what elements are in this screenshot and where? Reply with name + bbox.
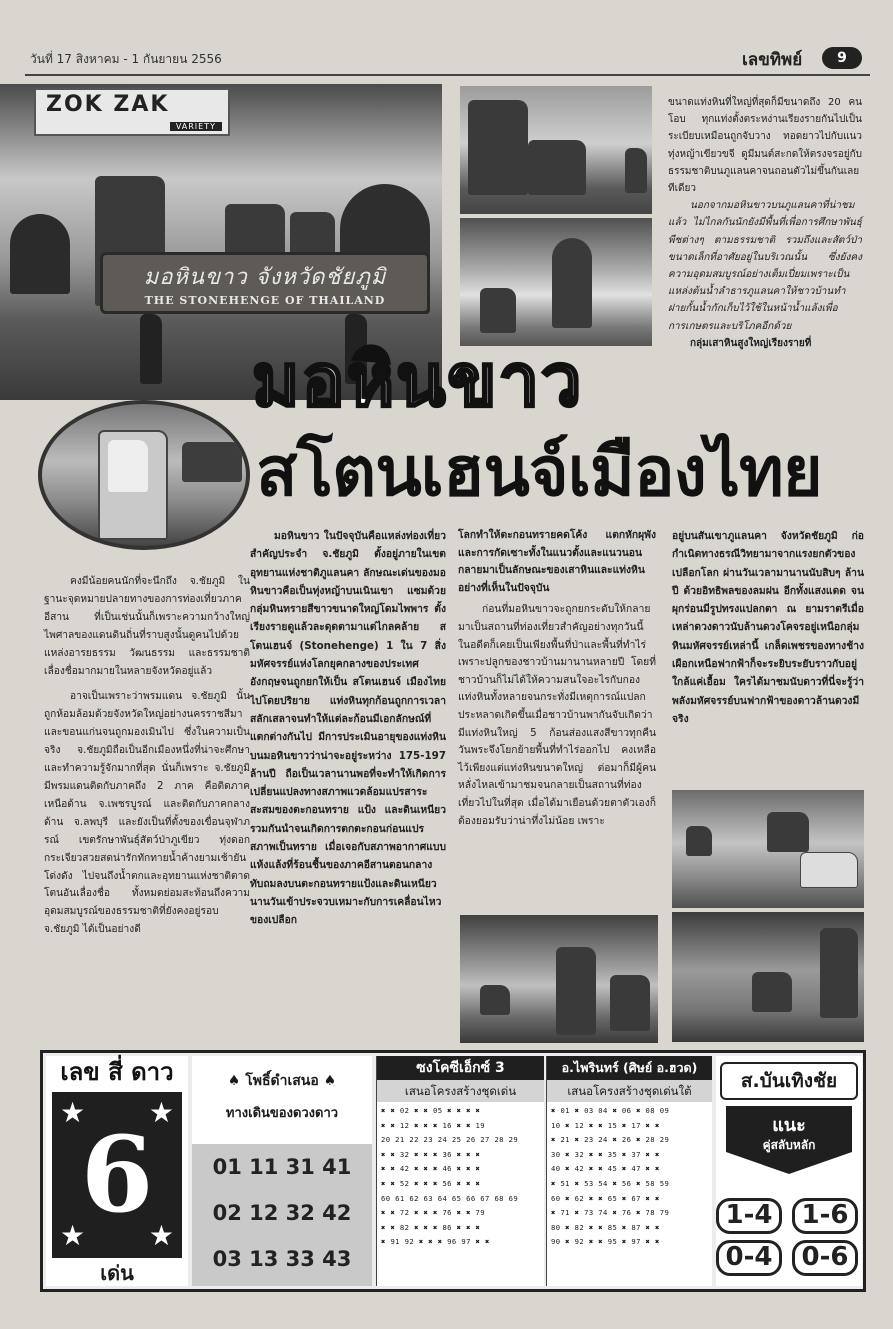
col1-para-1: คงมีน้อยคนนักที่จะนึกถึง จ.ชัยภูมิ ในฐานะจุดหมายปลายทางของการท่องเที่ยวภาคอีสาน ที่เป็นเช่นนั้นก็เพราะความกว้างใหญ่ไพศาลของแดนดินถิ่นที่ราบสูงนั้นดูคนไปด้วยแหล่งอารยธรรม วัฒนธรรม และธรรมชาติเลื่องชื่อมากมายในหลายจังหวัดอยู่แล้ว [44,576,250,677]
zongkozi-title: ซงโคซีเอ็กซ์ 3 [377,1056,544,1080]
col3-para-2: ก่อนที่มอหินขาวจะถูกยกระดับให้กลายมาเป็นสถานที่ท่องเที่ยวสำคัญอย่างทุกวันนี้ ในอดีตก็เคยเป็นเพียงพื้นที่ป่าและพื้นที่ทำไร่เพราะปลูกของชาวบ้านมานานหลายปี โดยที่ชาวบ้านก็ไม่ได้ให้ความสนใจอะไรกับกองแท่งหินทั้งหลายจนกระทั่งมีเหตุการณ์แปลกประหลาดเกิดขึ้นเมื่อชาวบ้านพากันจับเกิดว่ามีแท่งหินใหญ่ 5 ก้อนส่องแสงสีขาวทุกคืนวันพระจึงโยกย้ายพื้นที่ทำไร่ออกไป คงเหลือไว้เพียงแต่แท่งหินขนาดใหญ่ ต่อมาก็มีผู้คนหลั่งไหลเข้ามาชมจนกลายเป็นสถานที่ท่องเที่ยวไปในที่สุด เมื่อได้มาเยือนด้วยตาตัวเองก็ต้องยอมรับว่าน่าทึ่งไม่น้อย เพราะ [458,603,656,827]
brand-name: เลขทิพย์ [742,50,803,70]
aphairin-row: ✖ 51 ✖ 53 54 ✖ 56 ✖ 58 59 [551,1178,670,1188]
aphairin-row: ✖ 01 ✖ 03 04 ✖ 06 ✖ 08 09 [551,1106,670,1115]
spade-icon: ♠ [323,1073,337,1089]
lek-si-dao-box [46,1056,188,1286]
zongkozi-row: ✖ ✖ 02 ✖ ✖ 05 ✖ ✖ ✖ ✖ [381,1106,481,1115]
header-rule [25,74,870,76]
zongkozi-row: 20 21 22 23 24 25 26 27 28 29 [381,1135,519,1145]
col3-para-1: โลกทำให้ตะกอนทรายคดโค้ง แตกหักผุพังและการกัดเซาะทั้งในแนวตั้งและแนวนอน กลายมาเป็นลักษณะของเสาหินและแท่งหินอย่างที่เห็นในปัจจุบัน [458,529,656,594]
aphairin-row: 60 ✖ 62 ✖ ✖ 65 ✖ 67 ✖ ✖ [551,1193,660,1203]
zongkozi-row: ✖ ✖ 52 ✖ ✖ ✖ 56 ✖ ✖ ✖ [381,1178,481,1188]
pochi-numbers [192,1144,372,1286]
aphairin-row: 90 ✖ 92 ✖ ✖ 95 ✖ 97 ✖ ✖ [551,1237,660,1247]
rocks-photo-2 [460,218,652,346]
zongkozi-row: ✖ ✖ 82 ✖ ✖ ✖ 86 ✖ ✖ ✖ [381,1222,481,1232]
right-para-3: กลุ่มเสาหินสูงใหญ่เรียงรายที่ [690,337,812,349]
right-para-1: ขนาดแท่งหินที่ใหญ่ที่สุดก็มีขนาดถึง 20 คนโอบ ทุกแท่งตั้งตระหง่านเรียงรายกันไปเป็นระเบียบเหมือนถูกจับวาง ทอดยาวไปกับแนวทุ่งหญ้าเขียวขจี ดูมีมนต์สะกดให้ตรงจรอยู่กับธรรมชาติบนภูแลนคาจนถอนตัวไม่ขึ้นกันเลยทีเดียว [668,97,862,195]
zongkozi-row: ✖ ✖ 32 ✖ ✖ ✖ 36 ✖ ✖ ✖ [381,1149,481,1159]
sban-title: ส.บันเทิงชัย [720,1062,858,1100]
aphairin-row: 40 ✖ 42 ✖ ✖ 45 ✖ 47 ✖ ✖ [551,1164,660,1174]
zongkozi-box [376,1056,544,1286]
zongkozi-sub: เสนอโครงสร้างชุดเด่น [377,1080,544,1102]
logo-variety: VARIETY [170,122,222,131]
headline-line-2: สโตนเฮนจ์เมืองไทย [256,433,822,512]
star-icon: ★ [60,1219,86,1252]
zongkozi-row: 60 61 62 63 64 65 66 67 68 69 [381,1193,519,1203]
aphairin-row: ✖ 71 ✖ 73 74 ✖ 76 ✖ 78 79 [551,1208,670,1218]
oval-rock-photo [38,400,250,550]
column-2 [250,527,446,930]
lek-foot: เด่น [100,1261,134,1285]
column-1 [44,573,250,939]
right-para-2: นอกจากมอหินขาวบนภูแลนคาที่น่าชมแล้ว ไม่ไกลกันนักยังมีพื้นที่เพื่อการศึกษาพันธุ์พืชต่างๆ ตามธรรมชาติ รวมถึงและสัตว์ป่าขนาดเล็กที่อาศัยอยู่ในบริเวณนั้น ซึ่งยังคงความอุดมสมบูรณ์อย่างเต็มเปี่ยมเพราะเป็นแหล่งต้นน้ำลำธารภูแลนคาให้ชาวบ้านทำฝายกั้นน้ำกักเก็บไว้ใช้ในหน้าน้ำแล้งเพื่อการเกษตรและบริโภคอีกด้วย [668,200,862,332]
aphairin-row: 80 ✖ 82 ✖ ✖ 85 ✖ 87 ✖ ✖ [551,1222,660,1232]
sban-pair: 0-4 [716,1240,782,1276]
sban-pair: 1-4 [716,1198,782,1234]
pochi-sub: ทางเดินของดวงดาว [225,1106,339,1121]
pochi-title-row [192,1070,372,1092]
logo-text: ZOK ZAK [46,92,170,117]
column-4 [672,527,864,728]
col-right-top-text [668,94,862,352]
aphairin-row: 30 ✖ 32 ✖ ✖ 35 ✖ 37 ✖ ✖ [551,1149,660,1159]
spade-icon: ♠ [227,1073,241,1089]
star-icon: ★ [148,1096,174,1129]
aphairin-row: ✖ 21 ✖ 23 24 ✖ 26 ✖ 28 29 [551,1135,670,1145]
zongkozi-row: ✖ ✖ 12 ✖ ✖ ✖ 16 ✖ ✖ 19 [381,1120,485,1130]
col1-para-2: อาจเป็นเพราะว่าพรมแดน จ.ชัยภูมิ นั้นถูกห้อมล้อมด้วยจังหวัดใหญ่อย่างนครราชสีมาและขอนแก่นจนถูกมองเมินไป ซึ่งในความเป็นจริง จ.ชัยภูมิถือเป็นอีกเมืองหนึ่งที่น่าจะศึกษาและทำความรู้จักมากที่สุด นั่นก็เพราะ จ.ชัยภูมิ มีพรมแดนติดกับภาคถึง 2 ภาค คือติดภาคเหนือด้าน จ.เพชรบูรณ์ และติดกับภาคกลางด้าน จ.ลพบุรี และยังเป็นที่ตั้งของเขื่อนจุฬาภรณ์ เขตรักษาพันธุ์สัตว์ป่าภูเขียว ทุ่งดอกกระเจียวสวยสดน่ารักทักทายน้ำค้างยามเช้ายันโด่งดัง ไปจนถึงน้ำตกและอุทยานแห่งชาติตาดโตนอันเลื่องชื่อ ทั้งหมดย่อมสะท้อนถึงความอุดมสมบูรณ์ของธรรมชาติที่ยังคงอยู่รอบ จ.ชัยภูมิ ได้เป็นอย่างดี [44,691,250,936]
sban-hint: คู่สลับหลัก [762,1138,816,1152]
aphairin-title: อ.ไพรินทร์ (ศิษย์ อ.ฮวด) [547,1056,712,1080]
aphairin-sub: เสนอโครงสร้างชุดเด่นใต้ [547,1080,712,1102]
aphairin-grid [547,1102,712,1252]
col4-para-1: อยู่บนสันเขาภูแลนคา จังหวัดชัยภูมิ ก่อกำเนิดทางธรณีวิทยามาจากแรงยกตัวของเปลือกโลก ผ่านวันเวลามานานนับสิบๆ ล้านปี ด้วยอิทธิพลของลมฝน อีกทั้งแสงแดด จนผุกร่อนมีรูปทรงแปลกตา ณ ยามราตรีเมื่อเหล่าดวงดาวนับล้านดวงโคจรอยู่เหนือกลุ่มหินมหัศจรรย์เหล่านี้ เกล็ดเพชรของทางช้างเผือกเหนือฟากฟ้าก็จะระยิบระยับราวกับอยู่ใกล้แค่เอื้อม ใครได้มาชมนับดาวที่นี่จะรู้ว่าพลังมหัศจรรย์บนฟากฟ้าของดาวล้านดวงมีจริง [672,530,864,725]
page-number: 9 [822,47,862,69]
lek-star-panel [52,1092,182,1258]
rocks-photo-5 [460,915,658,1043]
sign-english-text: THE STONEHENGE OF THAILAND [144,294,386,307]
sban-sub: แนะ [772,1115,806,1136]
page-date: วันที่ 17 สิงหาคม - 1 กันยายน 2556 [30,52,222,66]
zongkozi-row: ✖ 91 92 ✖ ✖ ✖ 96 97 ✖ ✖ [381,1237,490,1247]
pochi-row: 03 13 33 43 [212,1247,352,1271]
lek-title: เลข สี่ ดาว [60,1058,174,1086]
sban-arrow-tip [726,1152,852,1174]
lek-big-number: 6 [80,1113,154,1236]
sign-board [100,252,430,314]
star-icon: ★ [60,1096,86,1129]
aphairin-box [546,1056,712,1286]
pochi-row: 01 11 31 41 [212,1155,352,1179]
column-3 [458,527,656,830]
star-icon: ★ [148,1219,174,1252]
zokzak-logo [34,88,230,136]
rocks-photo-3 [672,790,864,908]
sban-box [716,1056,862,1286]
headline-line-1: มอหินขาว [252,338,584,422]
aphairin-row: 10 ✖ 12 ✖ ✖ 15 ✖ 17 ✖ ✖ [551,1120,660,1130]
rocks-photo-1 [460,86,652,214]
zongkozi-row: ✖ ✖ 42 ✖ ✖ ✖ 46 ✖ ✖ ✖ [381,1164,481,1174]
sign-thai-text: มอหินขาว จังหวัดชัยภูมิ [143,265,387,290]
pochi-row: 02 12 32 42 [212,1201,352,1225]
rocks-photo-4 [672,912,864,1042]
pochi-box [192,1056,372,1286]
pochi-title: โพธิ์ดำเสนอ [245,1073,319,1089]
zongkozi-grid [377,1102,544,1252]
sban-pair: 0-6 [792,1240,858,1276]
sban-pair: 1-6 [792,1198,858,1234]
zongkozi-row: ✖ ✖ 72 ✖ ✖ ✖ 76 ✖ ✖ 79 [381,1208,485,1218]
col2-para-1: มอหินขาว ในปัจจุบันคือแหล่งท่องเที่ยวสำคัญประจำ จ.ชัยภูมิ ตั้งอยู่ภายในเขตอุทยานแห่งชาติภูแลนคา ลักษณะเด่นของมอหินขาวคือเป็นทุ่งหญ้าบนเนินเขา แซมด้วยกลุ่มหินทรายสีขาวขนาดใหญ่โดมไพพาร ตั้งเรียงรายดูแล้วละดุดตามาแต่ไกลคล้าย สโตนเฮนจ์ (Stonehenge) 1 ใน 7 สิ่งมหัศจรรย์แห่งโลกยุคกลางของประเทศอังกฤษจนถูกยกให้เป็น สโตนเฮนจ์ เมืองไทยไปโดยปริยาย แท่งหินทุกก้อนถูกการเวลาสลักเสลาจนทำให้แต่ละก้อนมีเอกลักษณ์ที่แตกต่างกันไป มีการประเมินอายุของแท่งหินบนมอหินขาวว่าน่าจะอยู่ระหว่าง 175-197 ล้านปี ถือเป็นเวลานานพอที่จะทำให้เกิดการเปลี่ยนแปลงทางสภาพแวดล้อมแปรสาระสะสมของตะกอนทราย แป้ง และดินเหนียว รวมกันนำจนเกิดการตกตะกอนก่อนแปรสภาพเป็นทราย เมื่อเจอกับสภาพอากาศแบบแห้งแล้งที่ร้อนชื้นของภาคอีสานตอนกลางทับถมลงบนตะกอนทรายแป้งและดินเหนียวนานวันเข้าประจวบเหมาะกับการเคลื่อนไหวของเปลือก [250,530,446,927]
